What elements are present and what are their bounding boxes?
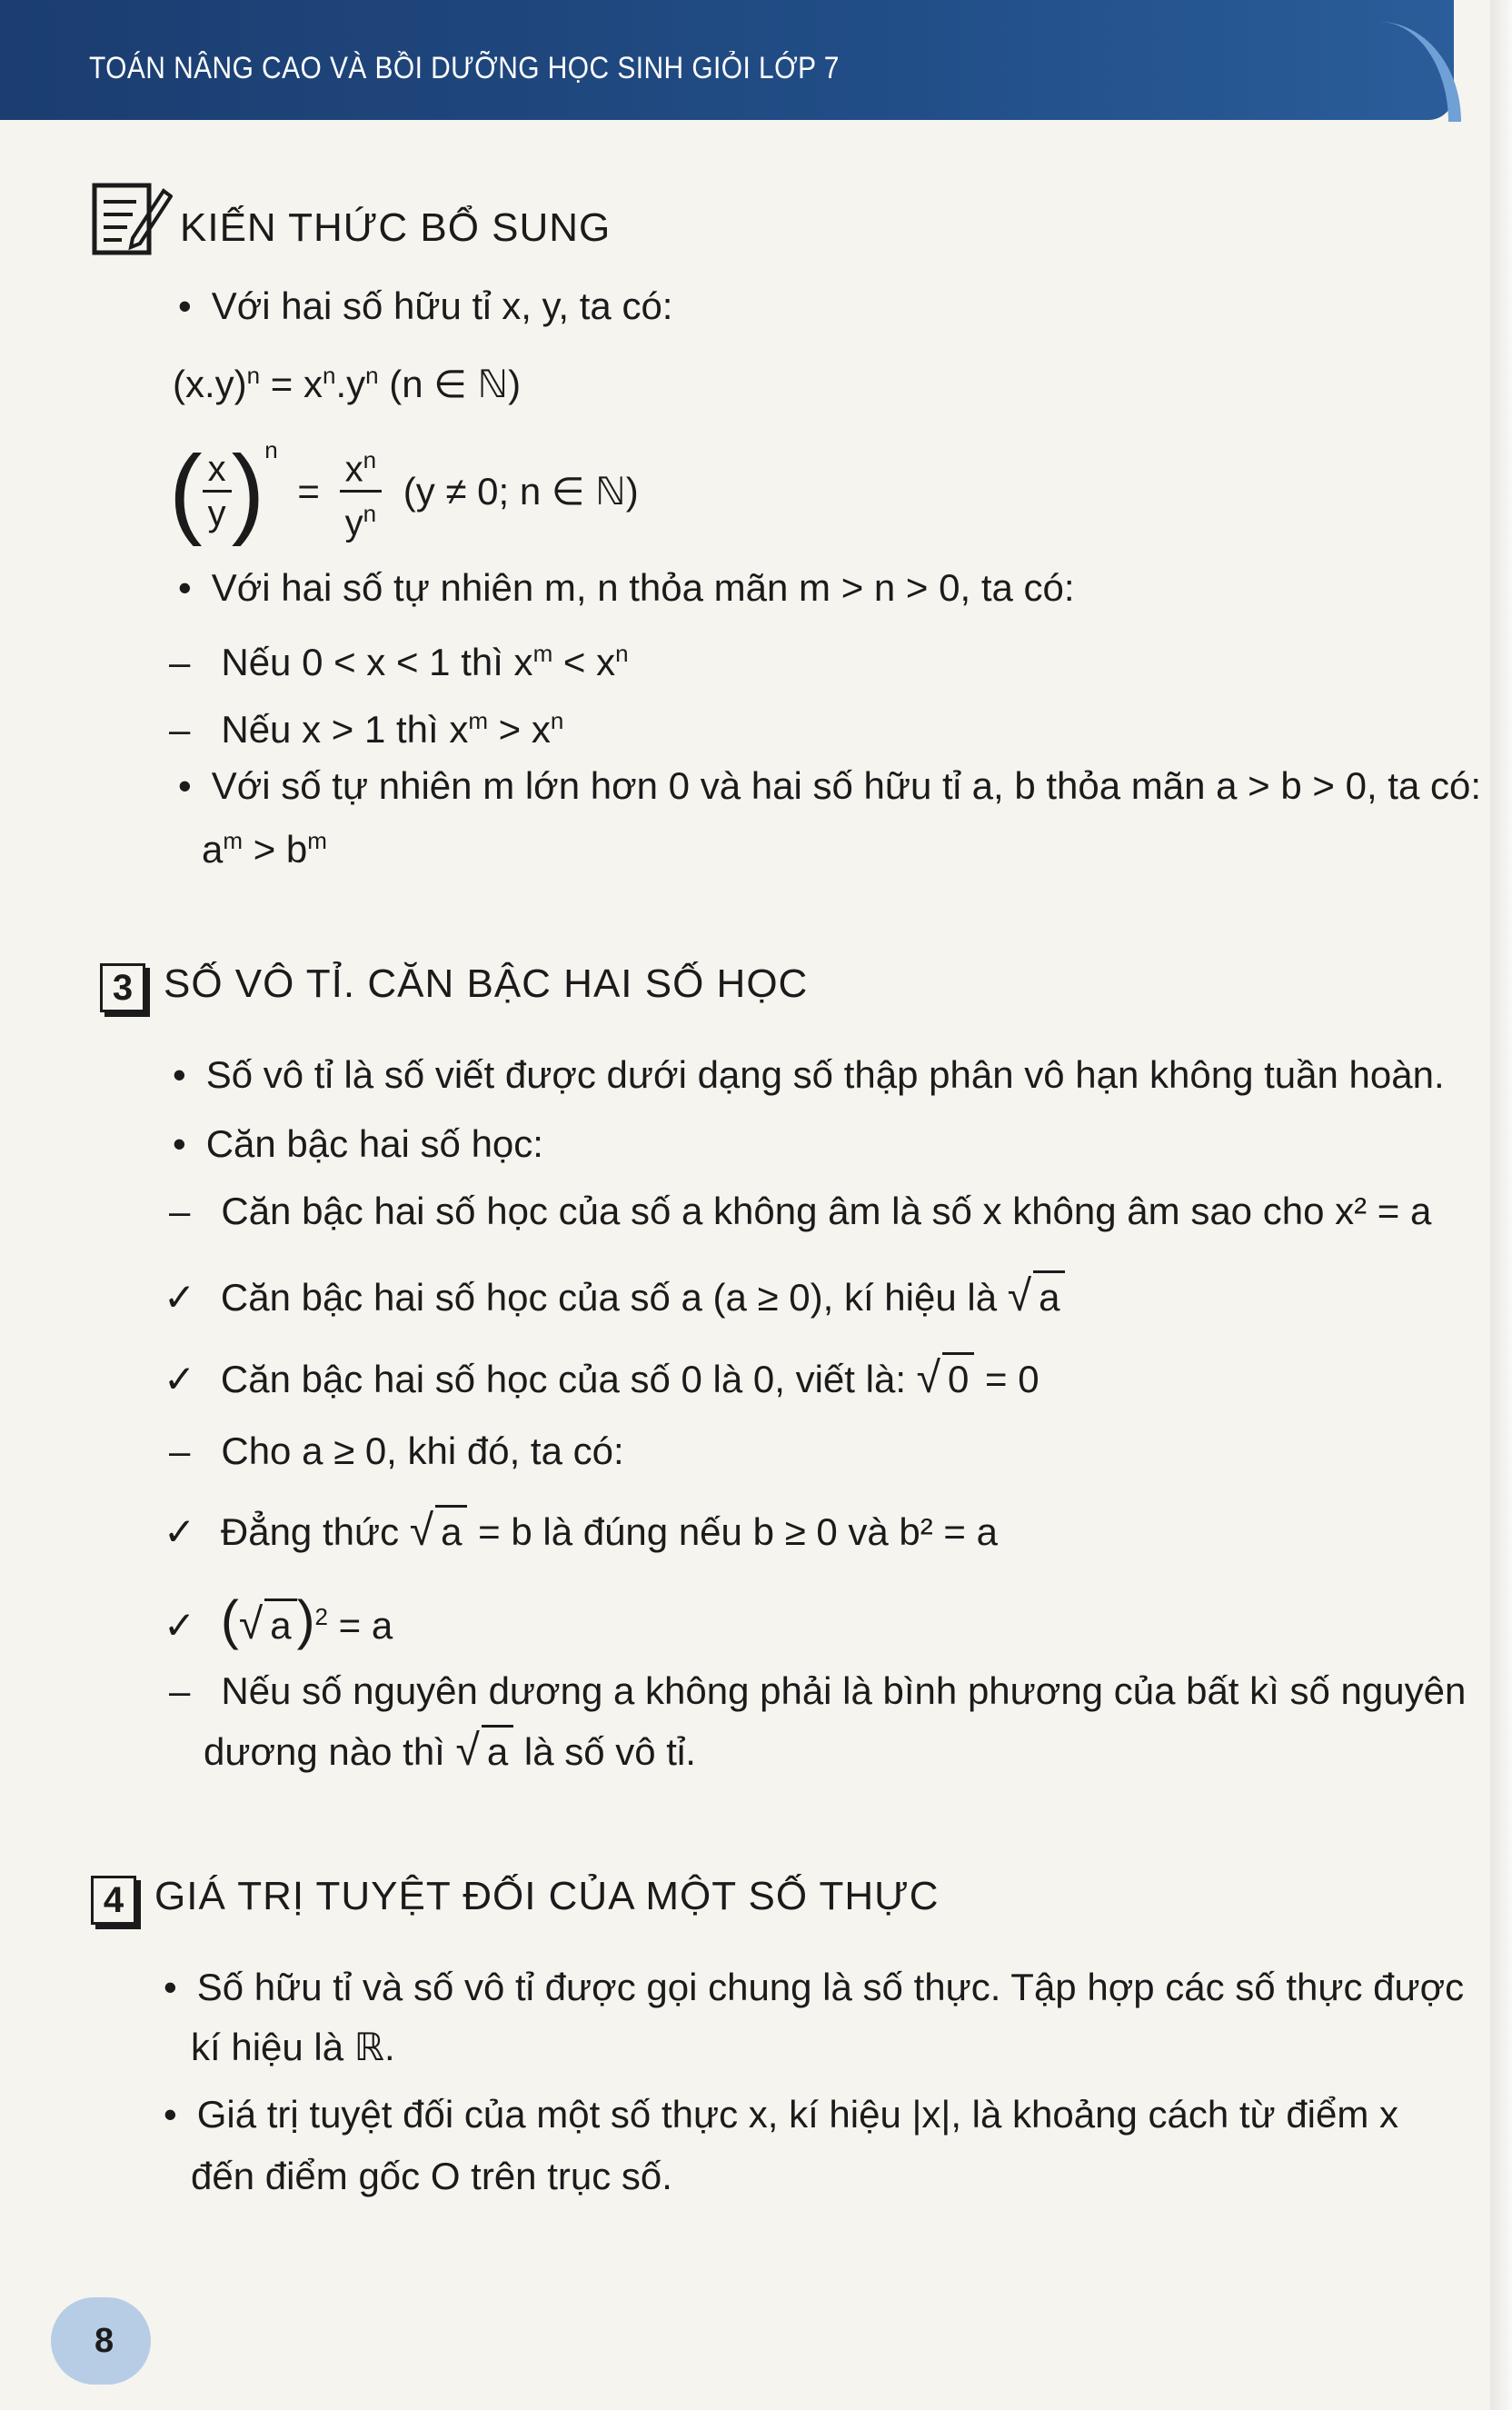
section-3-check-1: ✓ Căn bậc hai số học của số a (a ≥ 0), kí hiệu là √ a: [164, 1270, 1065, 1322]
supplement-title: KIẾN THỨC BỔ SUNG: [180, 205, 612, 250]
section-4-bullet-2-cont: đến điểm gốc O trên trục số.: [191, 2155, 672, 2197]
section-3-check-2: ✓ Căn bậc hai số học của số 0 là 0, viết là: √ 0 = 0: [164, 1352, 1040, 1404]
section-4-title: GIÁ TRỊ TUYỆT ĐỐI CỦA MỘT SỐ THỰC: [154, 1874, 940, 1918]
page-edge: [1490, 0, 1512, 2410]
section-3-check-3: ✓ Đẳng thức √ a = b là đúng nếu b ≥ 0 và b² = a: [164, 1505, 998, 1557]
section-3-bullet-2: • Căn bậc hai số học:: [173, 1120, 543, 1169]
section-3-title: SỐ VÔ TỈ. CĂN BẬC HAI SỐ HỌC: [164, 961, 809, 1006]
section-4-number: 4: [91, 1876, 136, 1925]
page-number: 8: [51, 2297, 151, 2385]
section-3-dash-1: – Căn bậc hai số học của số a không âm là số x không âm sao cho x² = a: [169, 1187, 1431, 1236]
book-title: TOÁN NÂNG CAO VÀ BỒI DƯỠNG HỌC SINH GIỎI LỚP 7: [89, 51, 840, 85]
section-3-dash-3: – Nếu số nguyên dương a không phải là bình phương của bất kì số nguyên: [169, 1667, 1466, 1716]
supplement-bullet-3-result: $a^m > b^m$: [202, 827, 327, 871]
section-4-bullet-1: • Số hữu tỉ và số vô tỉ được gọi chung là số thực. Tập hợp các số thực được: [164, 1963, 1464, 2012]
supplement-bullet-1: • Với hai số hữu tỉ x, y, ta có:: [178, 282, 672, 331]
supplement-bullet-3: • Với số tự nhiên m lớn hơn 0 và hai số hữu tỉ a, b thỏa mãn a > b > 0, ta có:: [178, 762, 1481, 811]
section-3-dash-2: – Cho a ≥ 0, khi đó, ta có:: [169, 1427, 624, 1476]
section-4-bullet-1-cont: kí hiệu là ℝ.: [191, 2026, 395, 2068]
notepad-pencil-icon: [91, 178, 173, 260]
formula-product-power: $(x.y)^n = x^n.y^n$ (n ∈ ℕ): [173, 362, 522, 405]
section-3-dash-3-cont: dương nào thì √ a là số vô tỉ.: [204, 1727, 696, 1775]
section-3-bullet-1: • Số vô tỉ là số viết được dưới dạng số thập phân vô hạn không tuần hoàn.: [173, 1051, 1445, 1100]
supplement-dash-1: – Nếu 0 < x < 1 thì $x^m < x^n$: [169, 629, 629, 687]
supplement-dash-2: – Nếu x > 1 thì $x^m > x^n$: [169, 696, 563, 754]
supplement-bullet-2: • Với hai số tự nhiên m, n thỏa mãn m > n > 0, ta có:: [178, 563, 1075, 612]
section-4-bullet-2: • Giá trị tuyệt đối của một số thực x, kí hiệu |x|, là khoảng cách từ điểm x: [164, 2090, 1398, 2139]
header-curl-decoration: [1367, 22, 1461, 122]
section-3-check-4: ✓ (√ a )$^2$ = a: [164, 1592, 393, 1650]
header-bar: [0, 0, 1454, 120]
section-3-number: 3: [100, 963, 145, 1012]
formula-quotient-power: ( $\frac{x}{y}$ )$^n$ = $\frac{x^n}{y^n}$ (y ≠ 0; n ∈ ℕ): [169, 434, 639, 547]
